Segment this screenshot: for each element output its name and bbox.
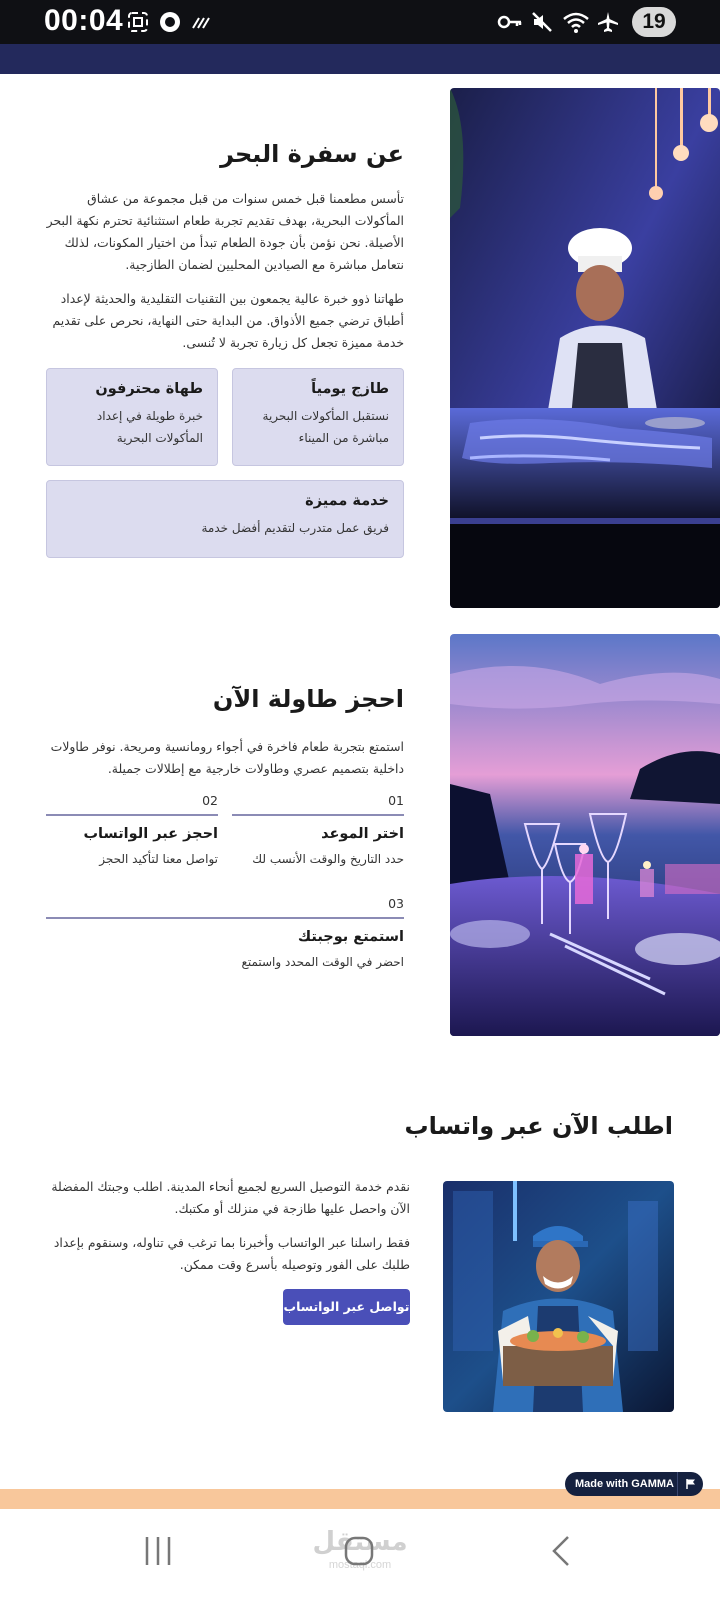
step-divider	[46, 917, 404, 919]
airplane-icon	[596, 10, 620, 39]
order-title: اطلب الآن عبر واتساب	[404, 1112, 673, 1140]
booking-paragraph: استمتع بتجربة طعام فاخرة في أجواء رومانسية ومريحة. نوفر طاولات داخلية بتصميم عصري وطاولات خارجية مع إطلالات جميلة.	[50, 739, 404, 776]
step-title: استمتع بوجبتك	[297, 929, 404, 945]
whatsapp-icon	[158, 10, 182, 39]
booking-step-2	[46, 793, 218, 866]
step-number: 03	[388, 896, 404, 911]
card-title: طهاة محترفون	[95, 381, 203, 397]
screenshot-icon	[126, 10, 150, 39]
mute-icon	[530, 10, 554, 39]
step-description: تواصل معنا لتأكيد الحجز	[99, 852, 218, 866]
whatsapp-contact-button[interactable]: تواصل عبر الواتساب	[283, 1289, 410, 1325]
feature-card-chefs	[46, 368, 218, 466]
booking-step-1	[232, 793, 404, 866]
status-time: 00:04	[44, 4, 124, 37]
about-title: عن سفرة البحر	[220, 140, 404, 168]
booking-step-3	[46, 896, 404, 969]
system-navigation-bar	[0, 1509, 720, 1600]
step-number: 02	[202, 793, 218, 808]
dining-table-image	[450, 634, 720, 1036]
step-divider	[232, 814, 404, 816]
signal-slash-icon	[190, 10, 214, 39]
status-bar	[0, 0, 720, 44]
flag-icon[interactable]	[677, 1472, 703, 1496]
step-title: اختر الموعد	[321, 826, 404, 842]
about-paragraph-1: تأسس مطعمنا قبل خمس سنوات من قبل مجموعة من عشاق المأكولات البحرية، بهدف تقديم تجربة طعام استثنائية تحترم نكهة البحر الأصيلة. نحن نؤمن بأن جودة الطعام تبدأ من اختيار المكونات، لذلك نتعامل مباشرة مع الصيادين المحليين لضمان الطازجية.	[46, 191, 404, 272]
watermark-url: mostaql.com	[328, 1559, 392, 1571]
feature-card-fresh	[232, 368, 404, 466]
step-description: حدد التاريخ والوقت الأنسب لك	[252, 852, 404, 866]
card-description: فريق عمل متدرب لتقديم أفضل خدمة	[201, 521, 389, 535]
wifi-icon	[562, 10, 590, 39]
step-divider	[46, 814, 218, 816]
card-description: خبرة طويلة في إعداد المأكولات البحرية	[96, 409, 203, 445]
watermark-logo: مستقل	[312, 1527, 408, 1557]
home-icon[interactable]	[343, 1535, 375, 1571]
step-description: احضر في الوقت المحدد واستمتع	[241, 955, 404, 969]
gamma-badge-label: Made with GAMMA	[575, 1478, 674, 1490]
order-paragraph-1: نقدم خدمة التوصيل السريع لجميع أنحاء المدينة. اطلب وجبتك المفضلة الآن واحصل عليها طازجة في منزلك أو مكتبك.	[51, 1179, 410, 1216]
key-icon	[497, 10, 523, 39]
card-title: خدمة مميزة	[305, 493, 389, 509]
battery-level: 19	[632, 7, 676, 37]
feature-card-service	[46, 480, 404, 558]
site-header-strip	[0, 44, 720, 74]
order-paragraph-2: فقط راسلنا عبر الواتساب وأخبرنا بما ترغب في تناوله، وسنقوم بإعداد طلبك على الفور وتوصيله بأسرع وقت ممكن.	[53, 1235, 410, 1272]
about-paragraph-2: طهاتنا ذوو خبرة عالية يجمعون بين التقنيات التقليدية والحديثة لإعداد أطباق ترضي جميع الأذواق. من البداية حتى النهاية، نحرص على تقديم خدمة مميزة تجعل كل زيارة تجربة لا تُنسى.	[52, 291, 404, 350]
step-title: احجز عبر الواتساب	[83, 826, 218, 842]
back-icon[interactable]	[550, 1535, 572, 1571]
chef-image	[450, 88, 720, 608]
recent-apps-icon[interactable]	[143, 1535, 173, 1571]
card-title: طازج يومياً	[311, 381, 389, 397]
made-with-gamma-badge[interactable]	[565, 1472, 703, 1496]
step-number: 01	[388, 793, 404, 808]
booking-title: احجز طاولة الآن	[212, 685, 404, 713]
card-description: نستقبل المأكولات البحرية مباشرة من الميناء	[262, 409, 389, 445]
delivery-image	[443, 1181, 674, 1412]
